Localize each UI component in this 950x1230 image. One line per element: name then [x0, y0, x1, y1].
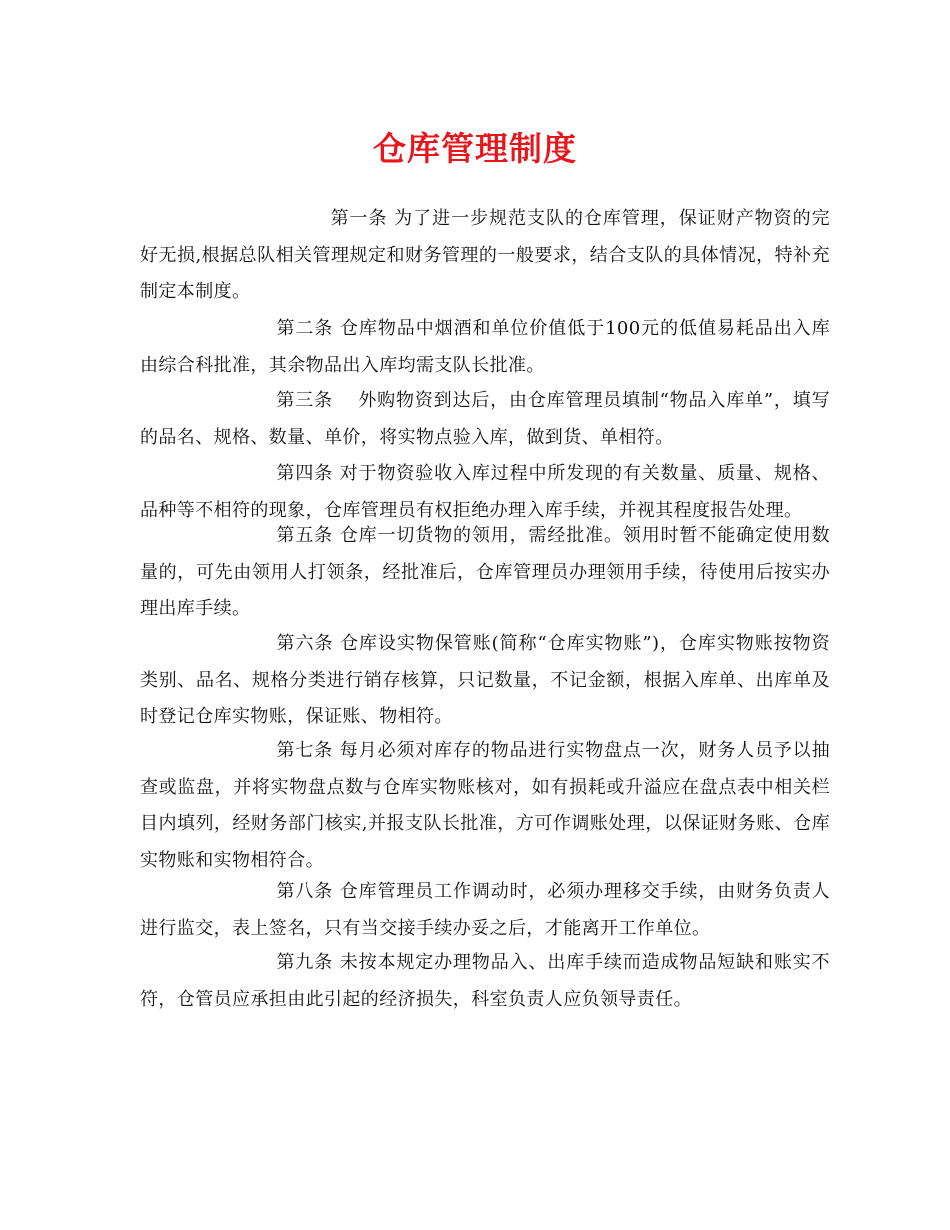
article-7-text: 第七条 每月必须对库存的物品进行实物盘点一次，财务人员予以抽查或监盘，并将实物盘点数与仓库实物账核对，如有损耗或升溢应在盘点表中相关栏目内填列，经财务部门核实,并报支队长批准，方可作调账处理，以保证财务账、仓库实物账和实物相符合。 [140, 740, 830, 871]
article-2-text: 第二条 仓库物品中烟酒和单位价值低于100元的低值易耗品出入库由综合科批准，其余物品出入库均需支队长批准。 [140, 318, 830, 376]
article-7 [140, 733, 830, 879]
article-5-text: 第五条 仓库一切货物的领用，需经批准。领用时暂不能确定使用数量的，可先由领用人打领条，经批准后，仓库管理员办理领用手续，待使用后按实办理出库手续。 [140, 525, 830, 619]
article-6-text: 第六条 仓库设实物保管账(简称“仓库实物账”)，仓库实物账按物资类别、品名、规格分类进行销存核算，只记数量，不记金额，根据入库单、出库单及时登记仓库实物账，保证账、物相符。 [140, 633, 830, 727]
article-5 [140, 518, 830, 628]
article-2 [140, 311, 830, 384]
article-1 [140, 201, 830, 311]
article-6 [140, 626, 830, 736]
page-title: 仓库管理制度 [373, 129, 577, 168]
article-3-text: 第三条 外购物资到达后，由仓库管理员填制“物品入库单”，填写的品名、规格、数量、单价，将实物点验入库，做到货、单相符。 [140, 390, 830, 448]
article-9-text: 第九条 未按本规定办理物品入、出库手续而造成物品短缺和账实不符，仓管员应承担由此引起的经济损失，科室负责人应负领导责任。 [140, 952, 830, 1010]
article-3 [140, 383, 830, 456]
article-9 [140, 945, 830, 1018]
article-1-text: 第一条 为了进一步规范支队的仓库管理，保证财产物资的完好无损,根据总队相关管理规定和财务管理的一般要求，结合支队的具体情况，特补充制定本制度。 [140, 208, 830, 302]
article-8 [140, 874, 830, 947]
article-8-text: 第八条 仓库管理员工作调动时，必须办理移交手续，由财务负责人进行监交，表上签名，只有当交接手续办妥之后，才能离开工作单位。 [140, 881, 830, 939]
article-4-text: 第四条 对于物资验收入库过程中所发现的有关数量、质量、规格、品种等不相符的现象，仓库管理员有权拒绝办理入库手续，并视其程度报告处理。 [140, 463, 830, 521]
